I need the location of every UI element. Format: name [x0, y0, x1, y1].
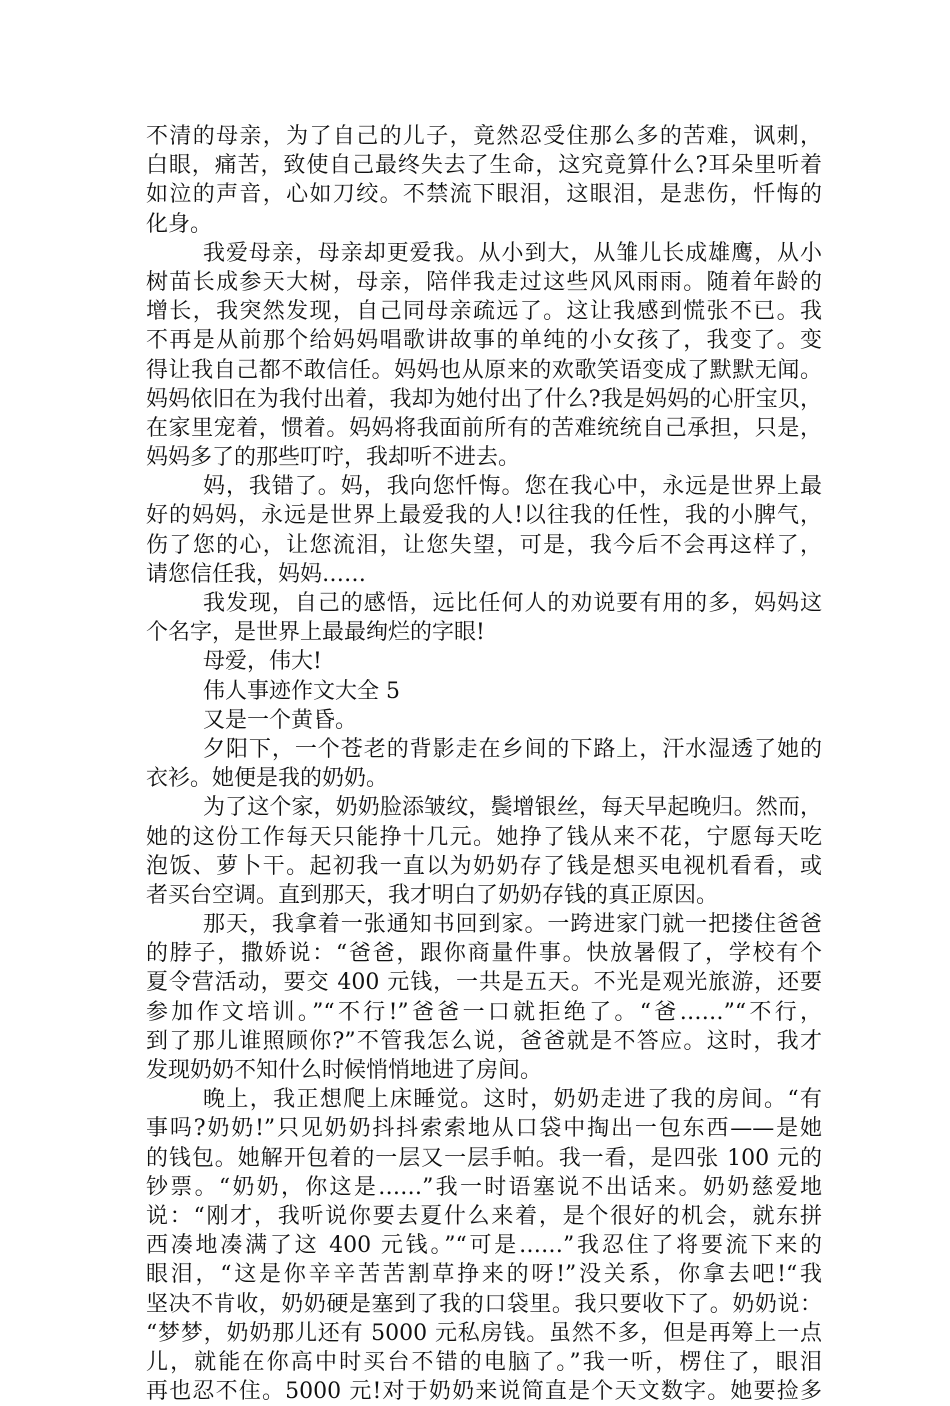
text-line: 的钱包。她解开包着的一层又一层手帕。我一看，是四张 100 元的	[146, 1145, 822, 1171]
text-line: 坚决不肯收，奶奶硬是塞到了我的口袋里。我只要收下了。奶奶说：	[146, 1291, 822, 1317]
paragraph-start-line: 我发现，自己的感悟，远比任何人的劝说要有用的多，妈妈这	[203, 591, 822, 616]
text-line: 儿，就能在你高中时买台不错的电脑了。”我一听，楞住了，眼泪	[146, 1349, 822, 1375]
section-heading: 伟人事迹作文大全 5	[203, 678, 400, 704]
text-line: 衣衫。她便是我的奶奶。	[146, 766, 389, 792]
paragraph-start-line: 夕阳下，一个苍老的背影走在乡间的下路上，汗水湿透了她的	[203, 736, 822, 762]
text-line: 得让我自己都不敢信任。妈妈也从原来的欢歌笑语变成了默默无闻。	[146, 357, 822, 383]
text-line: 到了那儿谁照顾你?”不管我怎么说，爸爸就是不答应。这时，我才	[146, 1028, 822, 1054]
text-line: 妈妈多了的那些叮咛，我却听不进去。	[146, 445, 521, 471]
text-line: 钞票。“奶奶，你这是……”我一时语塞说不出话来。奶奶慈爱地	[146, 1174, 822, 1200]
text-line: 白眼，痛苦，致使自己最终失去了生命，这究竟算什么?耳朵里听着	[146, 153, 822, 179]
text-line: 再也忍不住。5000 元!对于奶奶来说简直是个天文数字。她要捡多	[146, 1379, 822, 1405]
text-line: 参加作文培训。”“不行!”爸爸一口就拒绝了。“爸……”“不行，	[146, 999, 822, 1025]
text-line: “梦梦，奶奶那儿还有 5000 元私房钱。虽然不多，但是再筹上一点	[146, 1320, 822, 1346]
text-line: 西凑地凑满了这 400 元钱。”“可是……”我忍住了将要流下来的	[146, 1233, 822, 1259]
paragraph-start-line: 那天，我拿着一张通知书回到家。一跨进家门就一把搂住爸爸	[203, 912, 822, 938]
text-line: 发现奶奶不知什么时候悄悄地进了房间。	[146, 1058, 543, 1083]
paragraph-start-line: 母爱，伟大!	[203, 649, 322, 675]
document-body	[146, 122, 822, 1406]
text-line: 增长，我突然发现，自己同母亲疏远了。这让我感到慌张不已。我	[146, 299, 822, 325]
text-line: 眼泪，“这是你辛辛苦苦割草挣来的呀!”没关系，你拿去吧!“我	[146, 1262, 822, 1288]
text-line: 在家里宠着，惯着。妈妈将我面前所有的苦难统统自己承担，只是，	[146, 415, 822, 441]
text-line: 夏令营活动，要交 400 元钱，一共是五天。不光是观光旅游，还要	[146, 970, 822, 996]
text-line: 伤了您的心，让您流泪，让您失望，可是，我今后不会再这样了，	[146, 532, 822, 558]
text-line: 个名字，是世界上最最绚烂的字眼!	[146, 620, 485, 646]
text-line: 树苗长成参天大树，母亲，陪伴我走过这些风风雨雨。随着年龄的	[146, 269, 822, 295]
text-line: 不再是从前那个给妈妈唱歌讲故事的单纯的小女孩了，我变了。变	[146, 328, 822, 354]
paragraph-start-line: 又是一个黄昏。	[203, 707, 358, 733]
text-line: 说：“刚才，我听说你要去夏什么来着，是个很好的机会，就东拼	[146, 1203, 822, 1229]
paragraph-start-line: 晚上，我正想爬上床睡觉。这时，奶奶走进了我的房间。“有	[203, 1087, 822, 1113]
text-line: 的脖子，撒娇说：“爸爸，跟你商量件事。快放暑假了，学校有个	[146, 941, 822, 967]
text-line: 好的妈妈，永远是世界上最爱我的人!以往我的任性，我的小脾气，	[146, 503, 822, 529]
text-line: 化身。	[146, 211, 213, 237]
text-line: 妈妈依旧在为我付出着，我却为她付出了什么?我是妈妈的心肝宝贝，	[146, 386, 822, 412]
paragraph-start-line: 我爱母亲，母亲却更爱我。从小到大，从雏儿长成雄鹰，从小	[203, 240, 822, 266]
paragraph-start-line: 妈，我错了。妈，我向您忏悔。您在我心中，永远是世界上最	[203, 474, 822, 500]
text-line: 如泣的声音，心如刀绞。不禁流下眼泪，这眼泪，是悲伤，忏悔的	[146, 182, 822, 208]
text-line: 不清的母亲，为了自己的儿子，竟然忍受住那么多的苦难，讽刺，	[146, 124, 822, 149]
text-line: 泡饭、萝卜干。起初我一直以为奶奶存了钱是想买电视机看看，或	[146, 853, 822, 879]
text-line: 者买台空调。直到那天，我才明白了奶奶存钱的真正原因。	[146, 882, 719, 908]
text-line: 她的这份工作每天只能挣十几元。她挣了钱从来不花，宁愿每天吃	[146, 824, 822, 850]
paragraph-start-line: 为了这个家，奶奶脸添皱纹，鬓增银丝，每天早起晚归。然而，	[203, 795, 822, 821]
text-line: 请您信任我，妈妈……	[146, 561, 367, 587]
text-line: 事吗?奶奶!”只见奶奶抖抖索索地从口袋中掏出一包东西——是她	[146, 1116, 822, 1142]
